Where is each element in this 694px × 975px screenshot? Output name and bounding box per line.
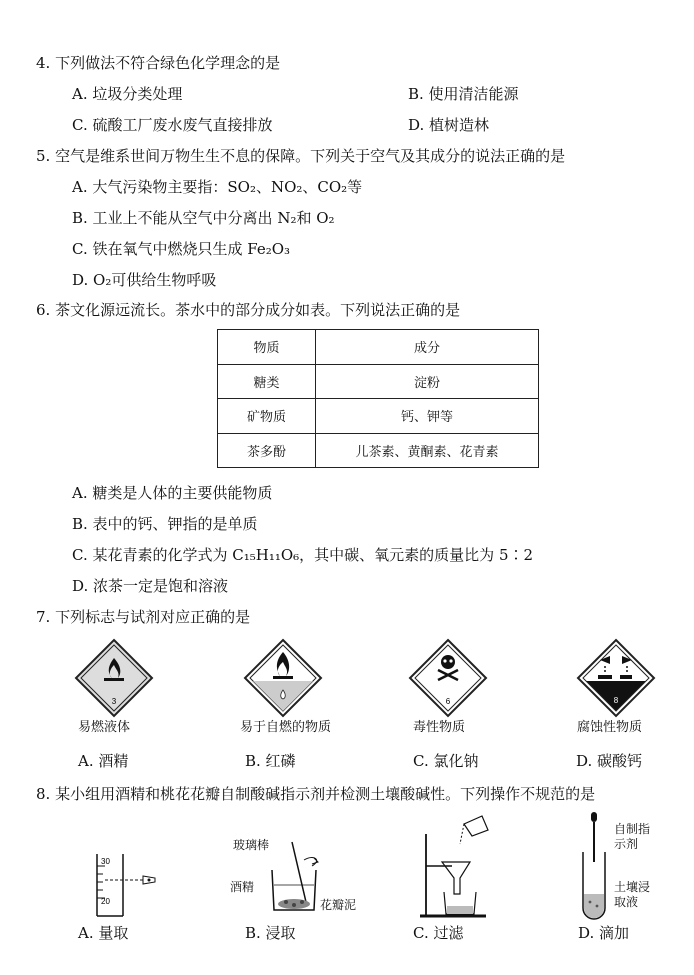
sign-caption: 毒性物质 (413, 720, 466, 735)
table-row (218, 399, 539, 434)
q8-option-d[interactable]: D. 滴加 (578, 924, 630, 942)
q7-option-a[interactable]: A. 酒精 (78, 752, 129, 770)
q6-option-a[interactable]: A. 糖类是人体的主要供能物质 (72, 484, 273, 502)
q5-option-c[interactable]: C. 铁在氧气中燃烧只生成 Fe₂O₃ (72, 240, 291, 258)
q7-stem: 7. 下列标志与试剂对应正确的是 (36, 608, 251, 626)
label-indicator: 自制指示剂 (614, 822, 651, 851)
q4-option-c[interactable]: C. 硫酸工厂废水废气直接排放 (72, 116, 273, 134)
table-row (218, 433, 539, 468)
q4-option-d[interactable]: D. 植树造林 (408, 116, 490, 134)
table-cell: 茶多酚 (218, 433, 316, 468)
table-header-row (218, 330, 539, 365)
corrosive-substance-sign-icon (576, 638, 656, 718)
q8-option-a[interactable]: A. 量取 (78, 924, 129, 942)
table-cell: 矿物质 (218, 399, 316, 434)
table-row (218, 364, 539, 399)
sign-caption: 腐蚀性物质 (577, 720, 643, 735)
table-cell: 钙、钾等 (316, 399, 539, 434)
table-cell: 儿茶素、黄酮素、花青素 (316, 433, 539, 468)
toxic-substance-sign-icon (408, 638, 488, 718)
label-soil-extract: 土壤浸取液 (614, 880, 651, 909)
dropper-test-tube-icon (575, 810, 615, 920)
graduated-cylinder-icon (85, 848, 165, 918)
q7-option-c[interactable]: C. 氯化钠 (413, 752, 479, 770)
label-glass-rod: 玻璃棒 (233, 838, 270, 852)
sign-number: 6 (445, 697, 451, 706)
sign-number: 3 (111, 697, 117, 706)
spontaneous-combustion-sign-icon (243, 638, 323, 718)
q8-option-c[interactable]: C. 过滤 (413, 924, 464, 942)
q4-option-b[interactable]: B. 使用清洁能源 (408, 85, 519, 103)
table-header-cell: 物质 (218, 330, 316, 365)
q4-option-a[interactable]: A. 垃圾分类处理 (72, 85, 183, 103)
q7-option-b[interactable]: B. 红磷 (245, 752, 296, 770)
q8-option-b[interactable]: B. 浸取 (245, 924, 296, 942)
q5-option-a[interactable]: A. 大气污染物主要指：SO₂、NO₂、CO₂等 (72, 178, 363, 196)
tea-composition-table (217, 329, 539, 468)
q6-option-c[interactable]: C. 某花青素的化学式为 C₁₅H₁₁O₆，其中碳、氧元素的质量比为 5∶2 (72, 546, 534, 564)
q6-option-b[interactable]: B. 表中的钙、钾指的是单质 (72, 515, 258, 533)
sign-number: 8 (613, 696, 619, 705)
q5-option-d[interactable]: D. O₂可供给生物呼吸 (72, 271, 217, 289)
table-cell: 糖类 (218, 364, 316, 399)
q7-option-d[interactable]: D. 碳酸钙 (576, 752, 643, 770)
q6-stem: 6. 茶文化源远流长。茶水中的部分成分如表。下列说法正确的是 (36, 301, 461, 319)
flammable-liquid-sign-icon (74, 638, 154, 718)
q4-stem: 4. 下列做法不符合绿色化学理念的是 (36, 54, 281, 72)
q8-stem: 8. 某小组用酒精和桃花花瓣自制酸碱指示剂并检测土壤酸碱性。下列操作不规范的是 (36, 785, 596, 803)
table-cell: 淀粉 (316, 364, 539, 399)
q5-option-b[interactable]: B. 工业上不能从空气中分离出 N₂和 O₂ (72, 209, 335, 227)
cylinder-mark: 30 (101, 857, 110, 866)
table-header-cell: 成分 (316, 330, 539, 365)
sign-caption: 易燃液体 (78, 720, 131, 735)
label-petal-mud: 花瓣泥 (320, 898, 357, 912)
sign-caption: 易于自燃的物质 (240, 720, 332, 735)
q5-stem: 5. 空气是维系世间万物生生不息的保障。下列关于空气及其成分的说法正确的是 (36, 147, 566, 165)
q6-option-d[interactable]: D. 浓茶一定是饱和溶液 (72, 577, 229, 595)
cylinder-mark: 20 (101, 897, 110, 906)
filtration-setup-icon (416, 814, 506, 920)
label-alcohol: 酒精 (230, 880, 255, 894)
